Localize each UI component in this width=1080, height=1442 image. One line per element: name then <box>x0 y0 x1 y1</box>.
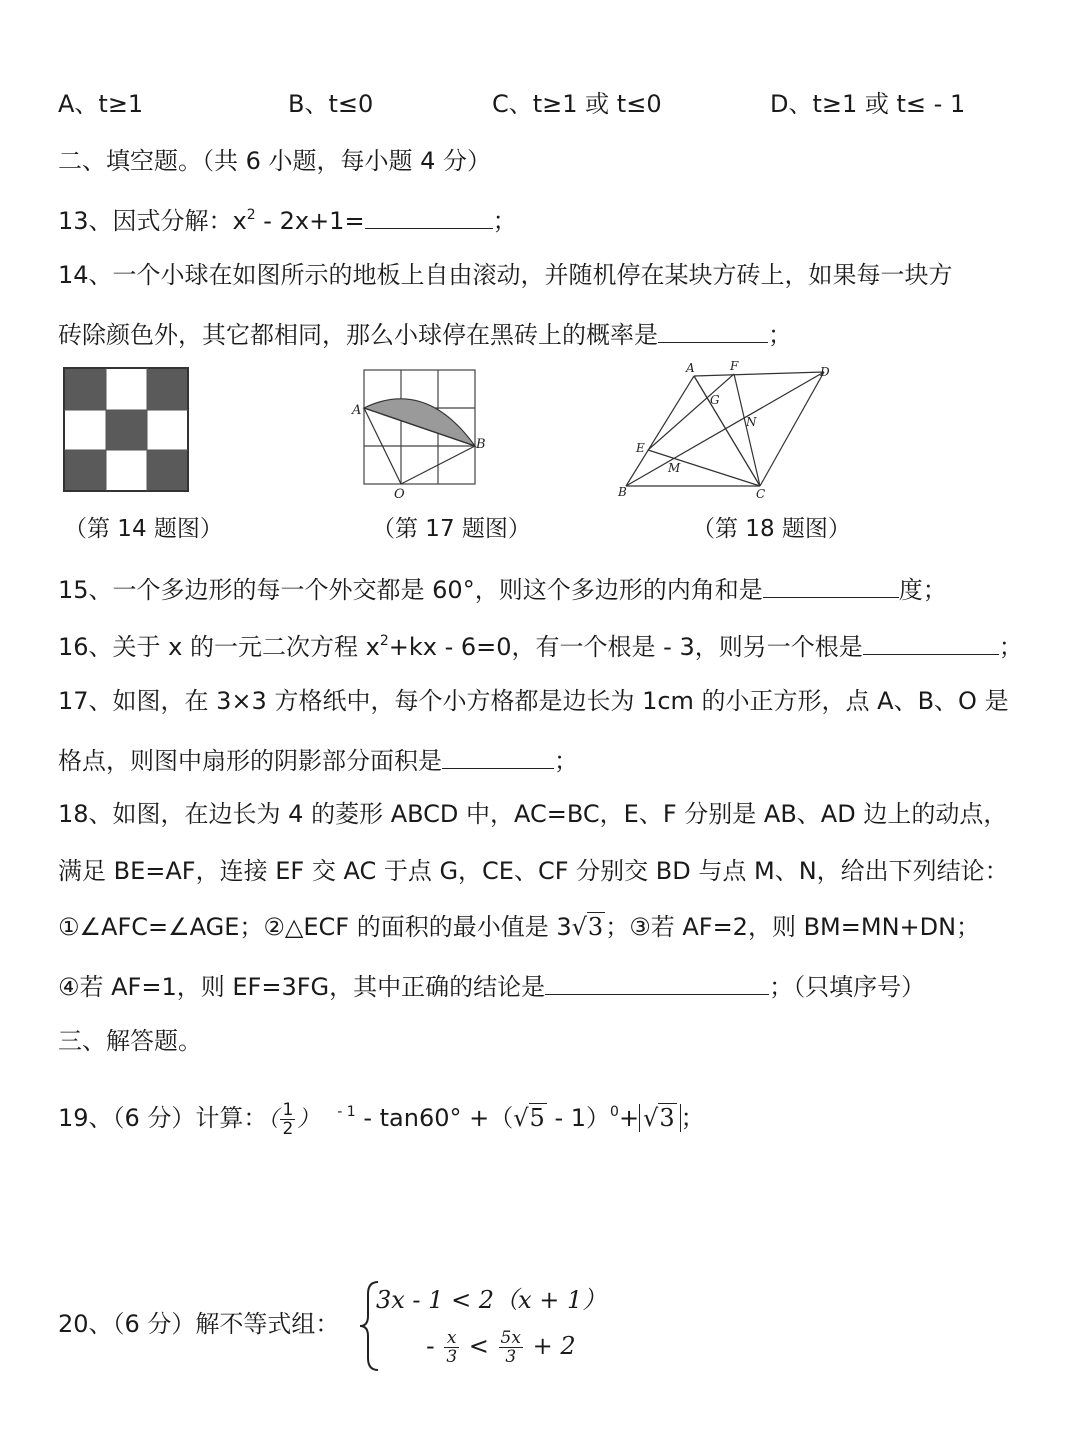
q18-line4-container <box>58 968 925 1003</box>
q14-line2: 砖除颜色外，其它都相同，那么小球停在黑砖上的概率是 <box>58 321 658 349</box>
q14-line1: 14、一个小球在如图所示的地板上自由滚动，并随机停在某块方砖上，如果每一块方 <box>58 261 953 289</box>
q19-paren-open: （ <box>267 1107 279 1132</box>
ineq2-fraction-1 <box>444 1329 459 1366</box>
side-dc <box>760 372 824 486</box>
sqrt-radicand: 3 <box>587 913 604 941</box>
label-f: F <box>730 359 739 373</box>
q13-prefix: 13、因式分解：x <box>58 207 247 235</box>
fraction-numerator: x <box>444 1329 459 1348</box>
q19-mid1: - tan60° +（ <box>355 1104 514 1132</box>
option-b: B、t≤0 <box>288 90 374 118</box>
q18-line4-suffix: ；（只填序号） <box>769 973 926 1001</box>
question-13 <box>58 202 517 237</box>
sqrt-3: √3 <box>643 1104 675 1132</box>
ineq2-minus: - <box>426 1332 435 1360</box>
sqrt-3: √3 <box>571 913 604 941</box>
label-a: A <box>686 361 695 375</box>
black-tile <box>147 450 187 490</box>
q15-text: 15、一个多边形的每一个外交都是 60°，则这个多边形的内角和是 <box>58 576 763 604</box>
q19-mid3: + <box>618 1104 640 1132</box>
q17-answer-blank[interactable] <box>442 742 554 769</box>
fraction-denominator: 2 <box>282 1118 294 1139</box>
caption-fig14: （第 14 题图） <box>64 516 223 542</box>
label-g: G <box>710 393 720 407</box>
black-tile <box>147 369 187 410</box>
black-tile <box>65 450 106 490</box>
segment-ef <box>648 374 734 450</box>
question-15 <box>58 571 947 606</box>
q19-end: ； <box>680 1104 705 1132</box>
q13-exponent: 2 <box>246 207 256 223</box>
label-b: B <box>476 437 486 452</box>
side-ad <box>694 372 824 376</box>
sqrt-radicand: 5 <box>529 1104 545 1132</box>
q17-line2-container <box>58 742 578 777</box>
fraction-numerator: 1 <box>282 1099 294 1120</box>
q14-line2-container <box>58 316 792 351</box>
ineq2-fraction-2 <box>499 1329 523 1366</box>
label-a: A <box>352 403 362 418</box>
q20-prefix: 20、（6 分）解不等式组： <box>58 1310 340 1338</box>
q18-line3-prefix: ①∠AFC=∠AGE；②△ECF 的面积的最小值是 3 <box>58 913 572 941</box>
diagonal-bd <box>626 372 824 486</box>
label-m: M <box>668 461 681 475</box>
inequality-2 <box>426 1328 576 1366</box>
q17-line1: 17、如图，在 3×3 方格纸中，每个小方格都是边长为 1cm 的小正方形，点 A、B、O 是 <box>58 687 1009 715</box>
caption-fig18: （第 18 题图） <box>692 516 851 542</box>
option-a: A、t≥1 <box>58 90 144 118</box>
q19-paren-close: ） <box>297 1107 320 1132</box>
shaded-segment <box>364 399 475 446</box>
figure-17-sector-grid <box>346 364 492 500</box>
sqrt-5: √5 <box>513 1104 545 1132</box>
label-c: C <box>756 487 766 500</box>
label-b: B <box>618 485 627 499</box>
absolute-value <box>639 1104 681 1132</box>
q15-suffix: 度； <box>898 576 947 604</box>
q13-suffix: ； <box>492 207 517 235</box>
q19-mid2: - 1） <box>546 1104 611 1132</box>
q17-line2: 格点，则图中扇形的阴影部分面积是 <box>58 747 442 775</box>
figure-18-rhombus <box>612 358 842 500</box>
q17-suffix: ； <box>554 747 578 775</box>
side-ba <box>626 376 694 486</box>
q15-answer-blank[interactable] <box>763 571 899 598</box>
q18-line1: 18、如图，在边长为 4 的菱形 ABCD 中，AC=BC，E、F 分别是 AB、AD 边上的动点， <box>58 800 1008 828</box>
ineq2-lt: < <box>468 1332 489 1360</box>
option-c: C、t≥1 或 t≤0 <box>492 90 662 118</box>
fraction-denominator: 3 <box>505 1346 517 1367</box>
fraction-denominator: 3 <box>446 1346 458 1367</box>
ineq2-end: + 2 <box>532 1332 576 1360</box>
label-n: N <box>746 415 757 429</box>
section2-title: 二、填空题。（共 6 小题，每小题 4 分） <box>58 147 492 175</box>
label-o: O <box>394 487 405 500</box>
q13-answer-blank[interactable] <box>365 202 493 229</box>
q16-middle: +kx - 6=0，有一个根是 - 3，则另一个根是 <box>388 633 863 661</box>
q19-fraction <box>280 1101 295 1138</box>
q13-middle: - 2x+1= <box>255 207 365 235</box>
q14-suffix: ； <box>768 321 792 349</box>
q18-line3-suffix: ；③若 AF=2，则 BM=MN+DN； <box>605 913 981 941</box>
sqrt-radicand: 3 <box>659 1104 675 1132</box>
q19-prefix: 19、（6 分）计算： <box>58 1104 268 1132</box>
label-d: D <box>820 365 830 379</box>
inequality-1: 3x - 1 < 2（x + 1） <box>376 1286 607 1314</box>
caption-fig17: （第 17 题图） <box>372 516 531 542</box>
black-tile <box>65 369 106 410</box>
q18-line2: 满足 BE=AF，连接 EF 交 AC 于点 G，CE、CF 分别交 BD 与点 M、N，给出下列结论： <box>58 857 1009 885</box>
q16-answer-blank[interactable] <box>863 628 999 655</box>
q19-exponent-neg1: - 1 <box>337 1104 356 1120</box>
q19-exponent-0: 0 <box>610 1104 619 1120</box>
segment-ec <box>648 450 760 486</box>
q18-answer-blank[interactable] <box>545 968 769 995</box>
q16-exponent: 2 <box>379 633 389 649</box>
segment-fc <box>734 374 760 486</box>
q16-prefix: 16、关于 x 的一元二次方程 x <box>58 633 380 661</box>
q18-line4: ④若 AF=1，则 EF=3FG，其中正确的结论是 <box>58 973 546 1001</box>
segment-ac <box>694 376 760 486</box>
fraction-numerator: 5x <box>500 1327 521 1348</box>
question-16 <box>58 628 1023 663</box>
section3-title: 三、解答题。 <box>58 1027 202 1055</box>
option-d: D、t≥1 或 t≤ - 1 <box>770 90 966 118</box>
label-e: E <box>636 441 645 455</box>
q16-suffix: ； <box>998 633 1023 661</box>
question-19 <box>58 1098 705 1140</box>
black-tile <box>106 410 147 450</box>
q14-answer-blank[interactable] <box>658 316 768 343</box>
q18-line3 <box>58 911 980 943</box>
figure-14-checkerboard <box>62 366 192 494</box>
